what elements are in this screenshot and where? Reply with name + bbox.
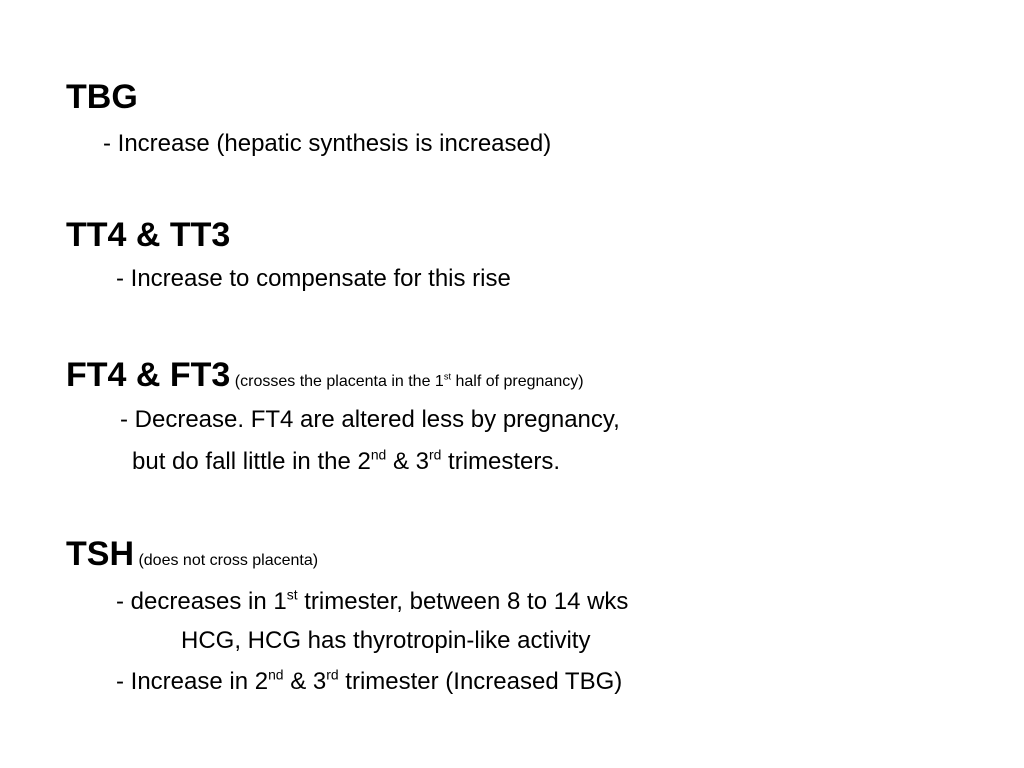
ft4-ft3-note-a: (crosses the placenta in the 1	[234, 373, 444, 390]
tsh-line-2	[181, 629, 590, 653]
tsh-line-1-sup: st	[286, 586, 298, 603]
tsh-line-3-c: trimester (Increased TBG)	[338, 668, 623, 695]
ft4-ft3-line-2-sup-1: nd	[370, 446, 387, 463]
tt4-tt3-line-1	[116, 267, 511, 291]
ft4-ft3-line-2-b: & 3	[386, 448, 429, 475]
tsh-line-3-sup-2: rd	[326, 666, 339, 683]
tbg-title: TBG	[66, 78, 138, 116]
ft4-ft3-note-b: half of pregnancy)	[451, 373, 584, 390]
tsh-line-2-text: HCG, HCG has thyrotropin-like activity	[181, 627, 591, 654]
ft4-ft3-note-sup: st	[443, 371, 452, 382]
ft4-ft3-line-2	[132, 446, 561, 475]
ft4-ft3-line-1	[120, 408, 620, 432]
tsh-line-1-a: - decreases in 1	[116, 588, 287, 615]
tt4-tt3-heading	[66, 218, 230, 252]
tsh-line-1-b: trimester, between 8 to 14 wks	[297, 588, 629, 615]
ft4-ft3-line-2-c: trimesters.	[441, 448, 561, 475]
tsh-line-3-a: - Increase in 2	[116, 668, 269, 695]
ft4-ft3-line-1-text: - Decrease. FT4 are altered less by pregnancy,	[120, 406, 620, 433]
ft4-ft3-heading	[66, 358, 584, 392]
tbg-line-1	[103, 132, 551, 156]
tsh-heading	[66, 537, 318, 571]
tt4-tt3-line-1-text: - Increase to compensate for this rise	[116, 265, 511, 292]
tt4-tt3-title: TT4 & TT3	[66, 216, 231, 254]
tbg-heading	[66, 80, 138, 114]
tsh-line-3	[116, 666, 623, 695]
tsh-line-3-b: & 3	[283, 668, 327, 695]
tsh-note: (does not cross placenta)	[138, 552, 319, 569]
ft4-ft3-line-2-sup-2: rd	[429, 446, 442, 463]
tsh-title: TSH	[66, 535, 134, 573]
ft4-ft3-note	[235, 373, 584, 390]
tsh-line-3-sup-1: nd	[268, 666, 284, 683]
tsh-line-1	[116, 586, 629, 615]
ft4-ft3-line-2-a: but do fall little in the 2	[132, 448, 371, 475]
tbg-line-1-text: - Increase (hepatic synthesis is increased)	[103, 130, 552, 157]
ft4-ft3-title: FT4 & FT3	[66, 356, 231, 394]
